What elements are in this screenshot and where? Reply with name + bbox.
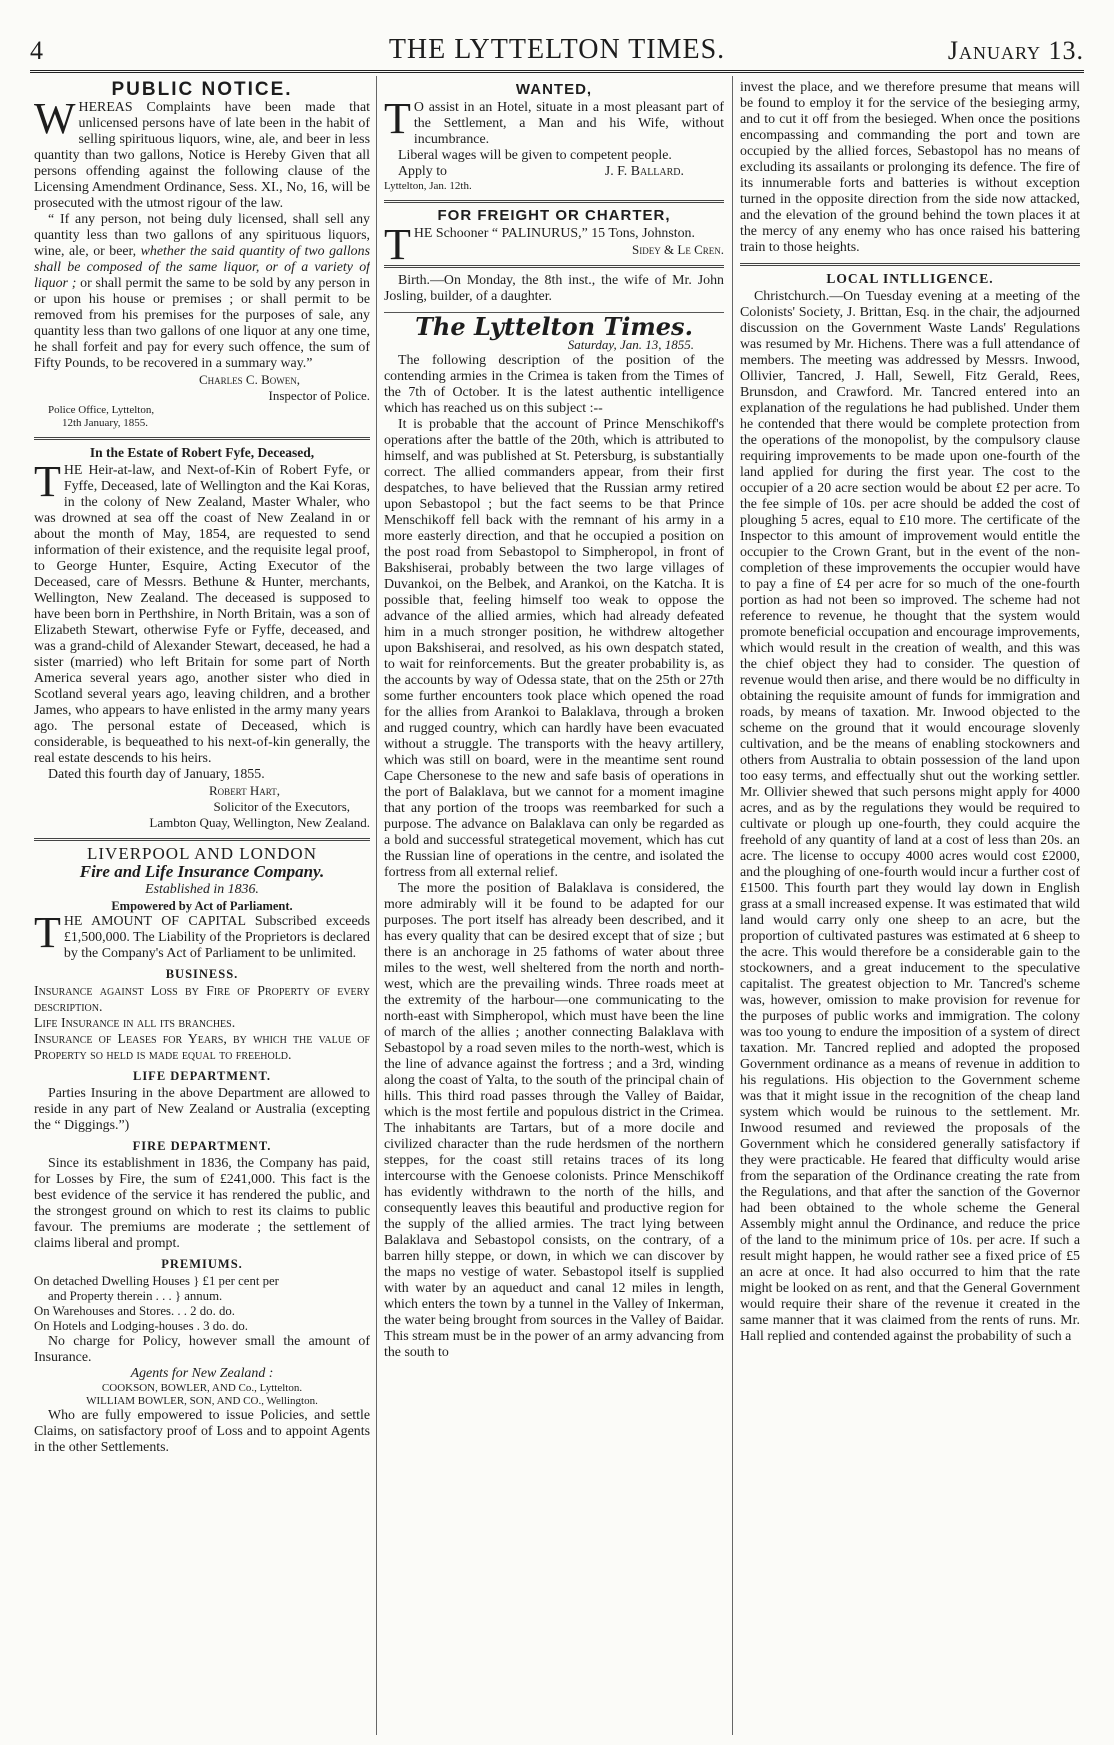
freight-agent: Sidey & Le Cren. <box>632 242 724 257</box>
birth-notice: Birth.—On Monday, the 8th inst., the wife of Mr. John Josling, builder, of a daughter. <box>384 273 724 304</box>
drop-cap: W <box>34 94 76 143</box>
public-notice-clause: “ If any person, not being duly licensed, shall sell any quantity less than two gallons of any spirituous liquors, wine, ale, or beer, whether the said quantity of two gallons shall be composed of the same liquor, or of a variety of liquor ; or shall permit the same to be sold by any person in or upon his house or premises ; or shall permit to be removed from his premises for the purposes of sale, any quantity less than two gallons of one liquor at any one time, he shall forfeit and pay for every such offence, the sum of Fifty Pounds, to be recovered in a summary way.” <box>34 212 370 371</box>
divider <box>34 437 370 440</box>
business-item: Insurance against Loss by Fire of Property of every description. <box>34 984 370 1015</box>
column-2 <box>384 80 724 1735</box>
insurance-capital: THE AMOUNT OF CAPITAL Subscribed exceeds £1,500,000. The Liability of the Proprietors is declared by the Company's Act of Parliament to be unlimited. <box>34 908 370 961</box>
masthead <box>30 32 1084 70</box>
page-number: 4 <box>30 36 43 65</box>
no-charge: No charge for Policy, however small the amount of Insurance. <box>34 1334 370 1365</box>
wanted-wages: Liberal wages will be given to competent people. <box>398 148 672 163</box>
agents-body: Who are fully empowered to issue Policies, and settle Claims, on satisfactory proof of Loss and to appoint Agents in the other Settlements. <box>34 1408 370 1455</box>
public-notice-title: PUBLIC NOTICE. <box>111 80 293 100</box>
estate-body: THE Heir-at-law, and Next-of-Kin of Robert Fyfe, or Fyffe, Deceased, late of Wellington and the Kai Koras, in the colony of New Zealand, Master Whaler, who was drowned at sea off the coast of New Zealand in or about the month of May, 1854, are requested to send information of their existence, and the requisite legal proof, to George Hunter, Esquire, Acting Executor of the Deceased, care of Messrs. Bethune & Hunter, merchants, Wellington, New Zealand. The deceased is supposed to have been born in Perthshire, in North Britain, was a son of Elizabeth Stewart, otherwise Fyfe or Fyffe, deceased, and was a grand-child of Alexander Stewart, deceased, he had a sister (married) who left Britain for some part of North America several years ago, another sister who died in Scotland several years ago, leaving children, and a brother James, who appears to have enlisted in the army many years ago. The personal estate of Deceased, which is considerable, is bequeathed to his next-of-kin generally, the real estate descends to his heirs. <box>34 457 370 766</box>
column-rule <box>376 76 377 1735</box>
premium-row: On Warehouses and Stores. . . 2 do. do. <box>34 1304 235 1318</box>
agent: WILLIAM BOWLER, SON, AND CO., Wellington. <box>86 1395 318 1407</box>
business-heading: BUSINESS. <box>165 967 239 981</box>
life-heading: LIFE DEPARTMENT. <box>132 1069 272 1083</box>
premium-row: On detached Dwelling Houses } £1 per cent per <box>34 1274 279 1288</box>
divider <box>34 838 370 841</box>
paper-title: THE LYTTELTON TIMES. <box>388 34 726 65</box>
public-notice-body: WHEREAS Complaints have been made that unlicensed persons have of late been in the habit of selling spirituous liquors, wine, ale, and beer in less quantity than two gallons, Notice is Hereby Given that all persons offending against the following clause of the Licensing Amendment Ordinance, Sess. XI., No, 16, will be prosecuted with the utmost rigour of the law. <box>34 94 370 211</box>
drop-cap: T <box>384 220 411 269</box>
notice-signature: Charles C. Bowen, <box>198 372 300 387</box>
column-3 <box>740 80 1080 1735</box>
insurance-established: Established in 1836. <box>145 882 259 897</box>
premium-row: and Property therein . . . } annum. <box>48 1289 223 1303</box>
wanted-apply: Apply to J. F. Ballard. <box>398 164 684 179</box>
divider <box>740 263 1080 266</box>
freight-title: FOR FREIGHT OR CHARTER, <box>437 207 671 224</box>
issue-date: January 13. <box>947 36 1084 65</box>
divider <box>384 200 724 203</box>
insurance-empowered: Empowered by Act of Parliament. <box>111 899 293 913</box>
local-intelligence-body: Christchurch.—On Tuesday evening at a meeting of the Colonists' Society, J. Brittan, Esq. in the chair, the adjourned discussion on the Government Waste Lands' Regulations was resumed by Mr. Hichens. There was a full attendance of members. The meeting was addressed by Messrs. Inwood, Ollivier, Tancred, J. Hall, Sewell, Fitz Gerald, Rees, Brunsdon, and Crawford. Mr. Tancred entered into an explanation of the regulations he had published. Under them he contended that there would be complete protection from the operations of the monopolist, by the compulsory clause requiring improvements to be made upon one-fourth of the land applied for during the first year. The cost to the occupier of a 20 acre section would be about £2 per acre. To the fee simple of 10s. per acre should be added the cost of ploughing 5 acres, equal to £10 more. The certificate of the Inspector to this amount of improvement would entitle the occupier to the Crown Grant, but in the event of the non-completion of these improvements the occupier would have to pay a fine of £4 per acre for so much of the one-fourth portion as had not been so improved. The scheme had not reference to revenue, he thought that the system would promote beneficial occupation and encourage improvements, which would result in the creation of wealth, and this was the chief object they had to consider. The question of revenue would then arise, and there would be no difficulty in obtaining the requisite amount of funds for immigration and roads, by means of taxation. Mr. Inwood objected to the scheme on the ground that it would encourage slovenly cultivation, and be the means of enabling stockowners and others from Australia to obtain possession of the land upon too easy terms, and effectually shut out the working settler. Mr. Ollivier shewed that such persons might apply for 4000 acres, and as by the regulations they would be required to cultivate or plough up one-fourth, they could acquire the freehold of any quantity of land at a cost of less than 20s. an acre. The license to occupy 4000 acres would cost £2000, and the ploughing of one-fourth would incur a further cost of £1500. This fourth part they would lay down in English grass at a small increased expense. It was estimated that wild land would carry only one sheep to an acre, but the proportion of cultivated pastures was estimated at 6 sheep to the acre. This would therefore be a considerable gain to the stockowners, and a great inducement to the speculative capitalist. The greatest objection to Mr. Tancred's scheme was, however, omission to make provision for revenue for the purposes of public works and immigration. The colony was too young to endure the imposition of a system of direct taxation. Mr. Tancred replied and adopted the proposed Government ordinance as a means of revenue in addition to his regulations. His objection to the Government scheme was that it might issue in the recognition of the cheap land system which would be ruinous to the settlement. Mr. Inwood resumed and reviewed the proposals of the Government which he considered generally satisfactory if they were practicable. He feared that difficulty would arise from the separation of the Ordinance creating the rate from the Regulations, and that after the sanction of the Governor had been obtained to the whole scheme the General Assembly might annul the Ordinance, and reduce the price of the land to the minimum price of 10s. per acre. If such a result might happen, he would rather see a fixed price of £5 an acre at once. It had also occurred to him that the rate might be looked on as rent, and that the General Government would require their share of the revenue it created in the same manner that it was claimed from the rents of runs. Mr. Hall replied and contended against the probability of such a <box>740 289 1080 1344</box>
insurance-title: LIVERPOOL AND LONDON <box>87 844 317 863</box>
column-1 <box>34 80 370 1735</box>
column-rule <box>732 76 733 1735</box>
drop-cap: T <box>34 457 61 506</box>
freight-body: THE Schooner “ PALINURUS,” 15 Tons, Johnston. <box>384 220 695 269</box>
estate-address: Lambton Quay, Wellington, New Zealand. <box>149 815 370 830</box>
editorial-paragraph: The more the position of Balaklava is considered, the more admirably will it be found to be adapted for our purposes. The port itself has already been described, and it has every quality that can be desired except that of size ; but there is an anchorage in 25 fathoms of water about three miles to the west, well sheltered from the north and north-west, which are the prevailing winds. Three roads meet at the extremity of the harbour—one communicating to the north-east with Simpheropol, which must have been the line of march of the allies ; another connecting Balaklava with Sebastopol by a road seven miles to the north-west, which is the line of advance against the fortress ; and a 3rd, winding along the coast of Yalta, to the south of the principal chain of hills. This third road passes through the Valley of Baidar, which is the most fertile and populous district in the Crimea. The inhabitants are Tartars, but of a more docile and civilized character than the rude herdsmen of the northern steppes, for the coast still retains traces of its long intercourse with the Genoese colonists. Prince Menschikoff has evidently withdrawn to the north of the hills, and consequently leaves this beautiful and productive region for the supply of the allied armies. The tract lying between Balaklava and Sebastopol consists, on the contrary, of a barren hilly steppe, or down, in which we can discover by the maps no vestige of water. Sebastopol itself is supplied with water by an aqueduct and canal 12 miles in length, which enters the town by a tunnel in the Valley of Inkerman, the water being brought from sources in the Valley of Baidar. This stream must be in the power of an army advancing from the south to <box>384 881 724 1360</box>
estate-signature-title: Solicitor of the Executors, <box>213 799 350 814</box>
editorial-masthead: The Lyttelton Times. <box>415 312 693 341</box>
agents-heading: Agents for New Zealand : <box>130 1366 274 1381</box>
divider <box>384 265 724 268</box>
business-item: Life Insurance in all its branches. <box>34 1016 236 1031</box>
masthead-rule <box>30 70 1084 73</box>
life-body: Parties Insuring in the above Department are allowed to reside in any part of New Zealand or Australia (excepting the “ Diggings.”) <box>34 1086 370 1133</box>
notice-from: Police Office, Lyttelton, <box>48 404 155 416</box>
drop-cap: T <box>34 908 61 957</box>
wanted-body: T O assist in an Hotel, situate in a most pleasant part of the Settlement, a Man and his Wife, without incumbrance. <box>384 94 724 147</box>
editorial-continued: invest the place, and we therefore presume that means will be found to employ it for the service of the besieging army, and to cut it off from the besieged. When once the positions encompassing and commanding the port and town are occupied by the allied forces, Sebastopol has no means of excluding its assailants or prolonging its defence. The fire of its innumerable forts and batteries is without exception turned in the opposite direction from the side now attacked, and the elevation of the ground behind the town places it at the mercy of any enemy who has once raised his battering train to those heights. <box>740 80 1080 255</box>
fire-heading: FIRE DEPARTMENT. <box>132 1139 272 1153</box>
premiums-heading: PREMIUMS. <box>161 1257 243 1271</box>
estate-title: In the Estate of Robert Fyfe, Deceased, <box>89 445 315 460</box>
wanted-title: WANTED, <box>515 81 593 98</box>
insurance-company: Fire and Life Insurance Company. <box>79 862 325 881</box>
fire-body: Since its establishment in 1836, the Company has paid, for Losses by Fire, the sum of £241,000. This fact is the best evidence of the service it has rendered the public, and the strongest ground on which to rest its claims to public favour. The premiums are moderate ; the settlement of claims liberal and prompt. <box>34 1156 370 1251</box>
notice-date: 12th January, 1855. <box>62 417 149 429</box>
wanted-date: Lyttelton, Jan. 12th. <box>384 180 472 192</box>
estate-signature: Robert Hart, <box>209 783 280 798</box>
premium-row: On Hotels and Lodging-houses . 3 do. do. <box>34 1319 248 1333</box>
editorial-intro: The following description of the position of the contending armies in the Crimea is taken from the Times of the 7th of October. It is the latest authentic intelligence which has reached us on this subject :-- <box>384 353 724 416</box>
local-intelligence-heading: LOCAL INTLLIGENCE. <box>826 271 994 286</box>
estate-dated: Dated this fourth day of January, 1855. <box>48 767 265 782</box>
business-item: Insurance of Leases for Years, by which the value of Property so held is made equal to freehold. <box>34 1032 370 1063</box>
agent: COOKSON, BOWLER, AND Co., Lyttelton. <box>101 1382 303 1394</box>
editorial-dateline: Saturday, Jan. 13, 1855. <box>567 337 694 352</box>
editorial-paragraph: It is probable that the account of Prince Menschikoff's operations after the battle of the 20th, which is attributed to himself, and was published at St. Petersburg, is substantially correct. The allied commanders appear, from their first despatches, to have believed that the Russian army retired upon Sebastopol ; but the fact seems to be that Prince Menschikoff fell back with the remnant of his army in a more easterly direction, and that he occupied a position on the post road from Sebastopol to Simpheropol, in front of Bakshiserai, probably between the two large villages of Duvankoi, on the Belbek, and Arankoi, on the Katcha. It is possible that, feeling himself too weak to oppose the advance of the allied armies, which had already defeated him in a much stronger position, he withdrew altogether upon Bakshiserai, and resolved, as his own despatch stated, to wait for reinforcements. But the greater probability is, as the accounts by way of Odessa state, that on the 25th or 27th some further encounters took place which opened the road for the allies from Arankoi to Balaklava, through a broken and rugged country, which can hardly have been evacuated without a struggle. The transports with the heavy artillery, which was still on board, were in the meantime sent round Cape Chersonese to the new and safe basis of operations in the port of Balaklava, but we cannot for a moment imagine that any portion of the troops was reembarked for such a purpose. The advance on Balaklava can only be regarded as a bold and successful strategetical movement, which has cut the Russian line of operations in the centre, and isolated the fortress from all external relief. <box>384 417 724 880</box>
notice-signature-title: Inspector of Police. <box>268 388 370 403</box>
drop-cap: T <box>384 94 411 143</box>
